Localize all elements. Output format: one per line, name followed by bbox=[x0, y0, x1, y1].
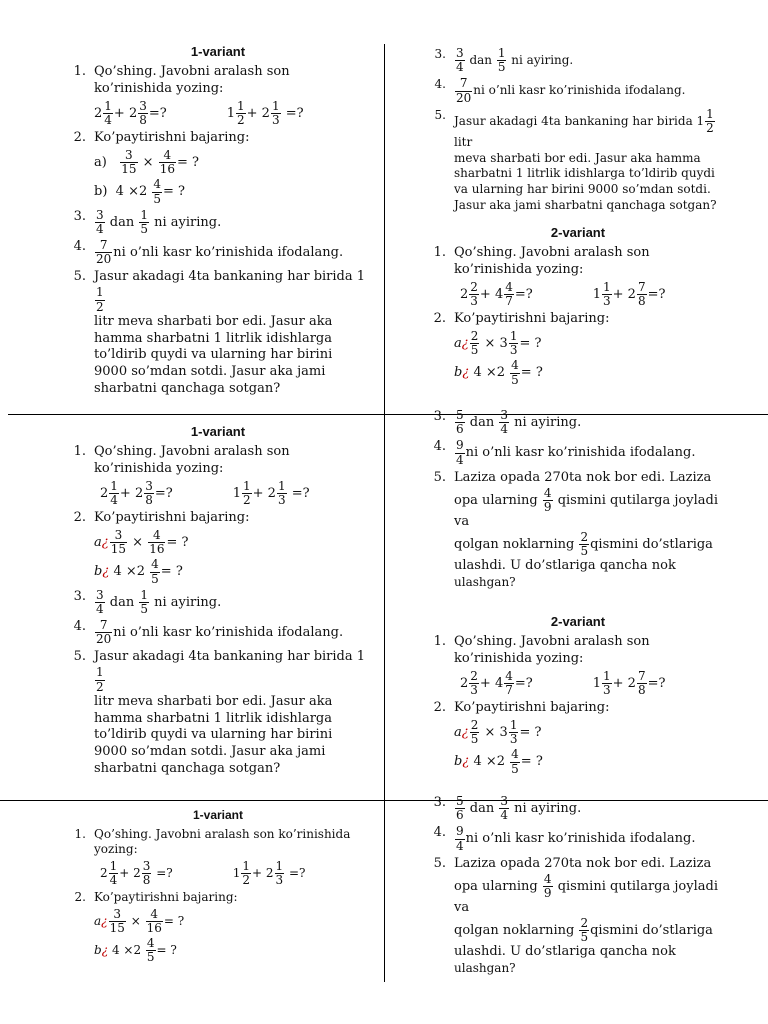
question-5: 5. Jasur akadagi 4ta bankaning har birida 1 $\frac{1}{2}$ litr meva sharbati bor edi. Jasur aka hamma sharbatni 1 litrlik idishlarga to’ldirib quydi va ularning har birini 9000 so’mdan sotdi. Jasur aka jami sharbatni qanchaga sotgan? bbox=[73, 269, 366, 397]
question-2: 2. Ko’paytirishni bajaring: a¿ $\frac{3}{15}$ × $\frac{4}{16}$ = ? b¿ 4 ×2 $\frac{4}{5}$ = ? bbox=[74, 890, 238, 965]
question-4: 4. $\frac{9}{4}$ ni o’nli kasr ko’rinishida ifodalang. bbox=[433, 824, 696, 853]
equation-a: a) $\frac{3}{15}$ × $\frac{4}{16}$ = ? bbox=[94, 147, 199, 177]
question-4: 4. $\frac{9}{4}$ ni o’nli kasr ko’rinishida ifodalang. bbox=[433, 438, 696, 467]
variant-title: 2-variant bbox=[550, 225, 606, 241]
equation-b: b) 4 ×2 $\frac{4}{5}$ = ? bbox=[94, 177, 186, 206]
question-5: 5. Jasur akadagi 4ta bankaning har birida 1 $\frac{1}{2}$ litr meva sharbati bor edi. Jasur aka hamma sharbatni 1 litrlik idishlarga to’ldirib quydi va ularning har birini 9000 so’mdan sotdi. Jasur aka jami sharbatni qanchaga sotgan? bbox=[434, 106, 717, 212]
block-top-right bbox=[428, 44, 728, 387]
block-bottom-right bbox=[428, 792, 728, 978]
variant-title: 1-variant bbox=[190, 44, 246, 59]
question-3: 3. $\frac{3}{4}$ dan $\frac{1}{5}$ ni ayiring. bbox=[73, 207, 222, 236]
question-1: 1. Qo’shing. Javobni aralash son ko’rinishida yozing: 2 $\frac{2}{3}$ + 4 $\frac{4}{7}$ =? 1 $\frac{1}{3}$ + 2 $\frac{7}{8}$ =? bbox=[433, 244, 666, 308]
question-2: 2. Ko’paytirishni bajaring: a¿ $\frac{2}{5}$ × 3 $\frac{1}{3}$ = ? b¿ 4 ×2 $\frac{4}{5}$ = ? bbox=[433, 311, 610, 387]
question-4: 4. $\frac{7}{20}$ ni o’nli kasr ko’rinishida ifodalang. bbox=[73, 618, 344, 647]
question-4: 4. $\frac{7}{20}$ ni o’nli kasr ko’rinishida ifodalang. bbox=[434, 76, 686, 105]
variant-title: 1-variant bbox=[190, 424, 246, 439]
equation: 2 $\frac{1}{4}$ + 2 $\frac{3}{8}$ =? 1 $\frac{1}{2}$ + 2 $\frac{1}{3}$ =? bbox=[94, 98, 304, 127]
question-1: 1. Qo’shing. Javobni aralash son ko’rinishida yozing: 2 $\frac{1}{4}$ + 2 $\frac{3}{8}$ =? 1 $\frac{1}{2}$ + 2 $\frac{1}{3}$ =? bbox=[68, 64, 368, 127]
question-5: 5. Laziza opada 270ta nok bor edi. Laziza opa ularning $\frac{4}{9}$ qismini qutilarga joyladi va qolgan noklarning $\frac{2}{5}$ qismini do’stlariga ulashdi. U do’stlariga qancha nok ulashgan? bbox=[433, 855, 718, 976]
block-bottom-left bbox=[68, 808, 368, 965]
question-3: 3. $\frac{5}{6}$ dan $\frac{3}{4}$ ni ayiring. bbox=[433, 408, 582, 437]
question-4: 4. $\frac{7}{20}$ ni o’nli kasr ko’rinishida ifodalang. bbox=[73, 238, 344, 267]
question-3: 3. $\frac{3}{4}$ dan $\frac{1}{5}$ ni ayiring. bbox=[434, 46, 574, 75]
block-middle-right bbox=[428, 406, 728, 776]
variant-title: 2-variant bbox=[550, 614, 606, 630]
question-2: 2. Ko’paytirishni bajaring: a) $\frac{3}{15}$ × $\frac{4}{16}$ = ? b) 4 ×2 $\frac{4}{5}$ = ? bbox=[68, 130, 368, 206]
question-3: 3. $\frac{3}{4}$ dan $\frac{1}{5}$ ni ayiring. bbox=[73, 587, 222, 616]
block-top-left bbox=[68, 44, 368, 398]
block-middle-left bbox=[68, 424, 368, 778]
variant-title: 1-variant bbox=[192, 808, 244, 822]
column-divider bbox=[384, 44, 385, 982]
question-5: 5. Laziza opada 270ta nok bor edi. Laziza opa ularning $\frac{4}{9}$ qismini qutilarga joyladi va qolgan noklarning $\frac{2}{5}$ qismini do’stlariga ulashdi. U do’stlariga qancha nok ulashgan? bbox=[433, 469, 718, 590]
question-2: 2. Ko’paytirishni bajaring: a¿ $\frac{3}{15}$ × $\frac{4}{16}$ = ? b¿ 4 ×2 $\frac{4}{5}$ = ? bbox=[73, 510, 250, 586]
question-3: 3. $\frac{5}{6}$ dan $\frac{3}{4}$ ni ayiring. bbox=[433, 794, 582, 823]
question-1: 1. Qo’shing. Javobni aralash son ko’rinishida yozing: 2 $\frac{1}{4}$ + 2 $\frac{3}{8}$ =? 1 $\frac{1}{2}$ + 2 $\frac{1}{3}$ =? bbox=[74, 826, 351, 887]
question-1: 1. Qo’shing. Javobni aralash son ko’rinishida yozing: 2 $\frac{2}{3}$ + 4 $\frac{4}{7}$ =? 1 $\frac{1}{3}$ + 2 $\frac{7}{8}$ =? bbox=[433, 633, 666, 697]
question-2: 2. Ko’paytirishni bajaring: a¿ $\frac{2}{5}$ × 3 $\frac{1}{3}$ = ? b¿ 4 ×2 $\frac{4}{5}$ = ? bbox=[433, 700, 610, 776]
question-5: 5. Jasur akadagi 4ta bankaning har birida 1 $\frac{1}{2}$ litr meva sharbati bor edi. Jasur aka hamma sharbatni 1 litrlik idishlarga to’ldirib quydi va ularning har birini 9000 so’mdan sotdi. Jasur aka jami sharbatni qanchaga sotgan? bbox=[73, 649, 366, 777]
question-1: 1. Qo’shing. Javobni aralash son ko’rinishida yozing: 2 $\frac{1}{4}$ + 2 $\frac{3}{8}$ =? 1 $\frac{1}{2}$ + 2 $\frac{1}{3}$ =? bbox=[73, 443, 310, 507]
